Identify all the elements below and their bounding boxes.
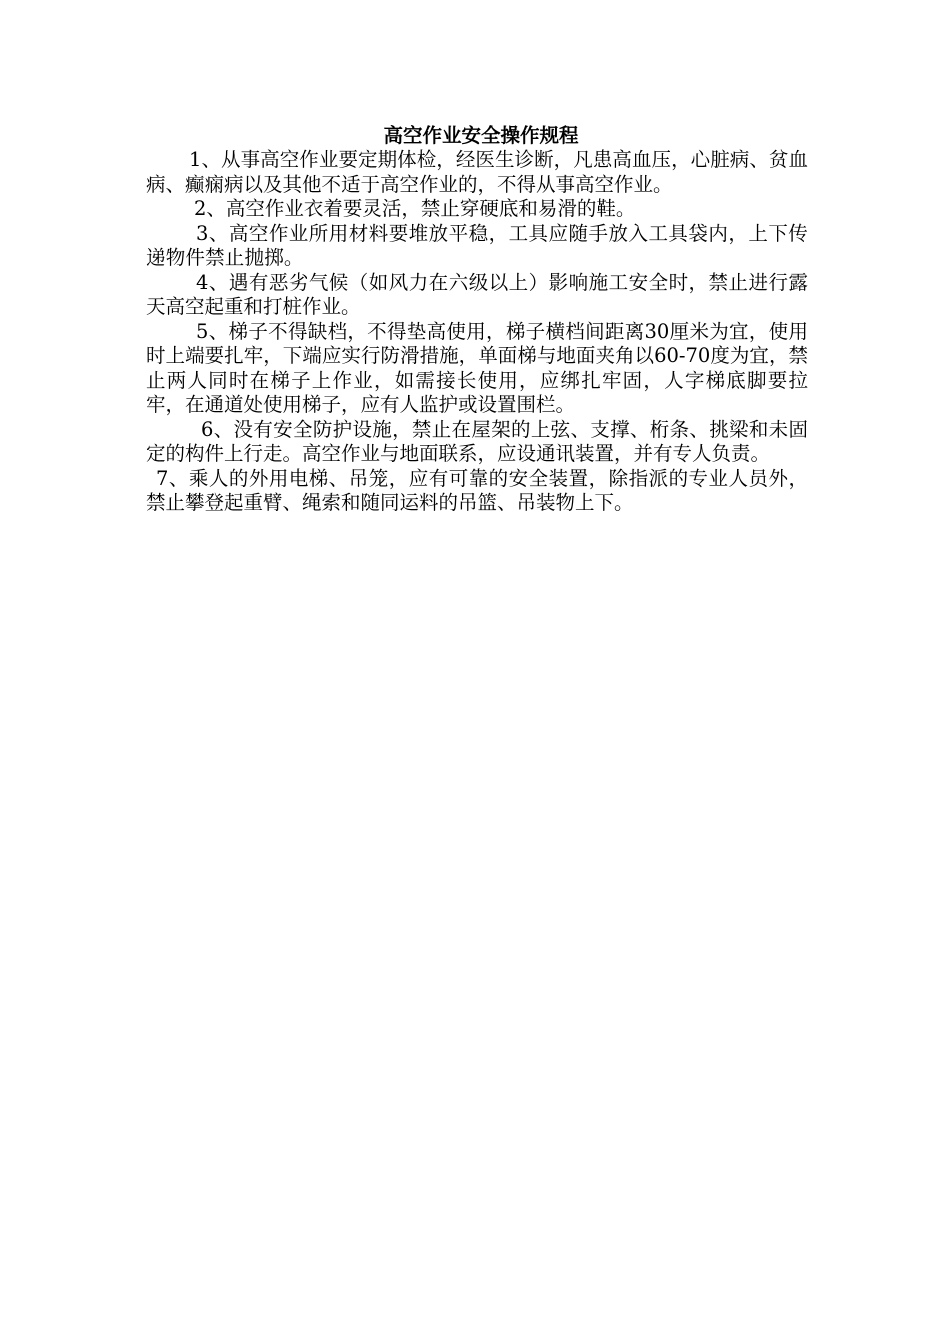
document-title: 高空作业安全操作规程 bbox=[383, 124, 579, 147]
paragraph-2: 2、高空作业衣着要灵活，禁止穿硬底和易滑的鞋。 bbox=[194, 197, 636, 220]
paragraph-7: 7、乘人的外用电梯、吊笼，应有可靠的安全装置，除指派的专业人员外，禁止攀登起重臂、绳索和随同运料的吊篮、吊装物上下。 bbox=[146, 466, 808, 514]
paragraph-5: 5、梯子不得缺档，不得垫高使用，梯子横档间距离30厘米为宜，使用时上端要扎牢，下端应实行防滑措施，单面梯与地面夹角以60-70度为宜，禁止两人同时在梯子上作业，如需接长使用，应绑扎牢固，人字梯底脚要拉牢，在通道处使用梯子，应有人监护或设置围栏。 bbox=[146, 319, 808, 416]
paragraph-6: 6、没有安全防护设施，禁止在屋架的上弦、支撑、桁条、挑梁和未固定的构件上行走。高空作业与地面联系，应设通讯装置，并有专人负责。 bbox=[146, 417, 808, 465]
document-body bbox=[146, 124, 808, 516]
paragraph-4: 4、遇有恶劣气候（如风力在六级以上）影响施工安全时，禁止进行露天高空起重和打桩作业。 bbox=[146, 270, 808, 318]
paragraph-3: 3、高空作业所用材料要堆放平稳，工具应随手放入工具袋内，上下传递物件禁止抛掷。 bbox=[146, 221, 808, 269]
paragraph-1: 1、从事高空作业要定期体检，经医生诊断，凡患高血压，心脏病、贫血病、癫痫病以及其他不适于高空作业的，不得从事高空作业。 bbox=[146, 148, 808, 196]
